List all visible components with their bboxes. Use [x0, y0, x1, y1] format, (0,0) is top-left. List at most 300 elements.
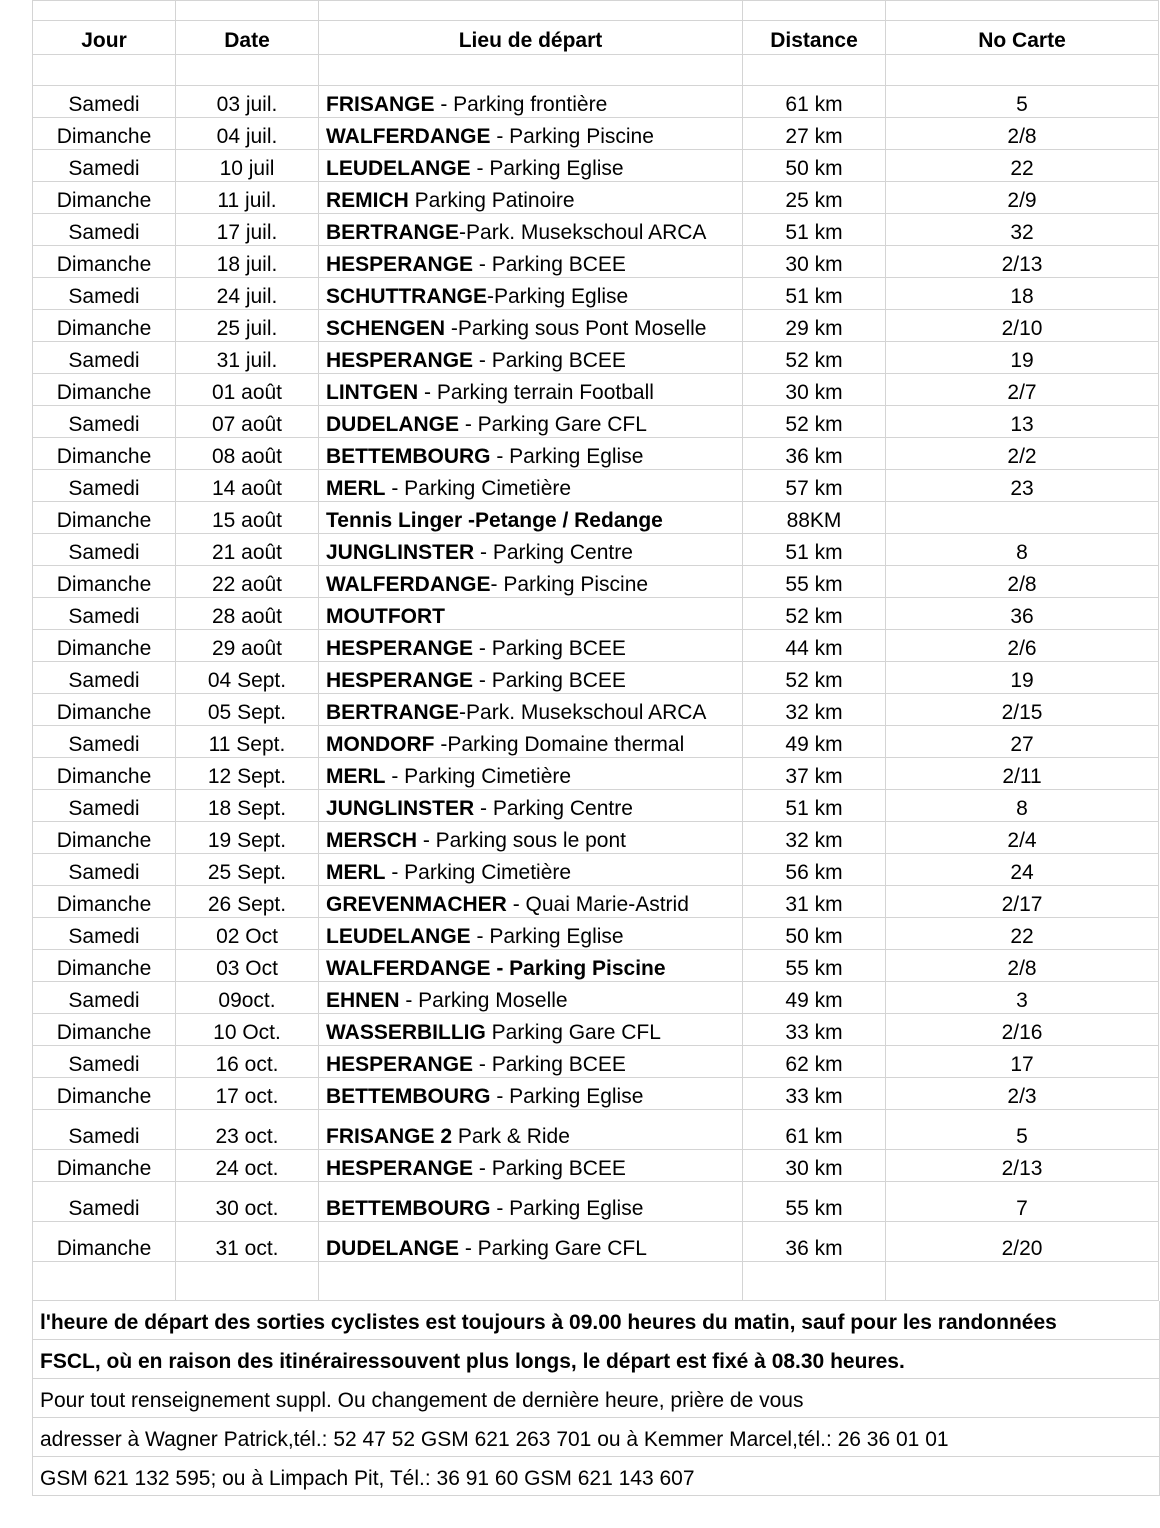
note-contact-2[interactable]: GSM 621 132 595; ou à Limpach Pit, Tél.: 36 91 60 GSM 621 143 607 [33, 1457, 1159, 1496]
table-row [33, 1078, 1159, 1110]
cell-no-carte[interactable]: 32 [886, 214, 1159, 246]
cell-date[interactable]: 22 août [176, 566, 319, 598]
lieu-detail: - Parking terrain Football [418, 381, 654, 404]
cell-jour[interactable]: Dimanche [33, 502, 176, 534]
table-row [33, 950, 1159, 982]
lieu-town: HESPERANGE [326, 637, 474, 660]
lieu-detail: -Parking Domaine thermal [434, 733, 685, 756]
cell-no-carte[interactable] [886, 502, 1159, 534]
cell-no-carte[interactable]: 19 [886, 342, 1159, 374]
cell-date[interactable]: 01 août [176, 374, 319, 406]
table-row [33, 726, 1159, 758]
cell-distance[interactable]: 32 km [743, 694, 886, 726]
cell-no-carte[interactable]: 2/9 [886, 182, 1159, 214]
cell-date[interactable]: 18 Sept. [176, 790, 319, 822]
table-row [33, 1110, 1159, 1150]
cell-date[interactable]: 25 Sept. [176, 854, 319, 886]
cell-lieu[interactable] [319, 1078, 743, 1110]
table-row [33, 598, 1159, 630]
cell-no-carte[interactable]: 2/8 [886, 950, 1159, 982]
cell-distance[interactable]: 50 km [743, 150, 886, 182]
lieu-town: MERL [326, 861, 386, 884]
top-spacer-row [33, 1, 1159, 21]
cell-lieu[interactable] [319, 598, 743, 630]
blank-row [33, 55, 1159, 86]
note-info[interactable]: Pour tout renseignement suppl. Ou changement de dernière heure, prière de vous [33, 1379, 1159, 1418]
cell-jour[interactable]: Dimanche [33, 566, 176, 598]
cell-distance[interactable]: 30 km [743, 374, 886, 406]
header-date[interactable]: Date [176, 21, 319, 55]
cell-jour[interactable]: Dimanche [33, 886, 176, 918]
cell-date[interactable]: 28 août [176, 598, 319, 630]
lieu-town: HESPERANGE [326, 1053, 474, 1076]
lieu-detail: - Parking BCEE [473, 1053, 626, 1076]
cell-jour[interactable]: Samedi [33, 1110, 176, 1150]
empty-cell[interactable] [176, 1, 319, 21]
cell-distance[interactable]: 30 km [743, 1150, 886, 1182]
lieu-detail: - Parking Cimetière [385, 861, 572, 884]
cell-lieu[interactable] [319, 982, 743, 1014]
cell-no-carte[interactable]: 2/8 [886, 566, 1159, 598]
cell-no-carte[interactable]: 5 [886, 86, 1159, 118]
cell-lieu[interactable] [319, 630, 743, 662]
lieu-detail: - Parking Piscine [490, 125, 654, 148]
table-row [33, 1014, 1159, 1046]
cell-lieu[interactable] [319, 1046, 743, 1078]
empty-cell[interactable] [33, 1262, 176, 1301]
cell-no-carte[interactable]: 2/11 [886, 758, 1159, 790]
cell-jour[interactable]: Dimanche [33, 118, 176, 150]
lieu-town: SCHUTTRANGE [326, 285, 487, 308]
cell-lieu[interactable] [319, 246, 743, 278]
table-row [33, 374, 1159, 406]
empty-cell[interactable] [319, 1, 743, 21]
cell-no-carte[interactable]: 2/3 [886, 1078, 1159, 1110]
cell-distance[interactable]: 57 km [743, 470, 886, 502]
empty-cell[interactable] [743, 55, 886, 86]
cell-distance[interactable]: 25 km [743, 182, 886, 214]
lieu-detail: - Parking Eglise [470, 925, 624, 948]
cell-jour[interactable]: Samedi [33, 214, 176, 246]
cell-date[interactable]: 10 juil [176, 150, 319, 182]
cell-jour[interactable]: Samedi [33, 598, 176, 630]
cell-no-carte[interactable]: 19 [886, 662, 1159, 694]
cell-lieu[interactable] [319, 566, 743, 598]
table-row [33, 278, 1159, 310]
table-row [33, 1222, 1159, 1262]
cell-jour[interactable]: Dimanche [33, 822, 176, 854]
cell-jour[interactable]: Dimanche [33, 758, 176, 790]
cell-date[interactable]: 24 juil. [176, 278, 319, 310]
cell-distance[interactable]: 56 km [743, 854, 886, 886]
lieu-detail: Parking Gare CFL [485, 1021, 661, 1044]
lieu-town: HESPERANGE [326, 253, 474, 276]
cell-jour[interactable]: Samedi [33, 1182, 176, 1222]
cell-jour[interactable]: Dimanche [33, 630, 176, 662]
lieu-detail: - Parking frontière [434, 93, 608, 116]
table-row [33, 182, 1159, 214]
cell-lieu[interactable] [319, 342, 743, 374]
cell-date[interactable]: 18 juil. [176, 246, 319, 278]
cell-no-carte[interactable]: 5 [886, 1110, 1159, 1150]
table-row [33, 470, 1159, 502]
lieu-town: MOUTFORT [326, 605, 445, 628]
cell-no-carte[interactable]: 2/17 [886, 886, 1159, 918]
cell-distance[interactable]: 27 km [743, 118, 886, 150]
cell-lieu[interactable] [319, 182, 743, 214]
lieu-town: MERL [326, 477, 386, 500]
cell-lieu[interactable] [319, 406, 743, 438]
cell-no-carte[interactable]: 22 [886, 918, 1159, 950]
cell-jour[interactable]: Samedi [33, 534, 176, 566]
cell-date[interactable]: 11 juil. [176, 182, 319, 214]
cell-no-carte[interactable]: 2/15 [886, 694, 1159, 726]
lieu-detail: Parking Patinoire [408, 189, 575, 212]
cell-distance[interactable]: 55 km [743, 1182, 886, 1222]
table-row [33, 1150, 1159, 1182]
lieu-detail: Park & Ride [452, 1125, 570, 1148]
lieu-town: HESPERANGE [326, 1157, 474, 1180]
cell-jour[interactable]: Samedi [33, 918, 176, 950]
empty-cell[interactable] [886, 1262, 1159, 1301]
cell-lieu[interactable] [319, 278, 743, 310]
cell-distance[interactable]: 52 km [743, 662, 886, 694]
cell-date[interactable]: 04 juil. [176, 118, 319, 150]
schedule-rows [33, 86, 1159, 1262]
cell-distance[interactable]: 55 km [743, 566, 886, 598]
lieu-town: BERTRANGE [326, 221, 460, 244]
cell-no-carte[interactable]: 2/2 [886, 438, 1159, 470]
lieu-town: DUDELANGE [326, 1237, 460, 1260]
table-row [33, 150, 1159, 182]
lieu-detail: -Park. Musekschoul ARCA [459, 701, 707, 724]
cell-jour[interactable]: Dimanche [33, 310, 176, 342]
cell-lieu[interactable] [319, 1150, 743, 1182]
cell-no-carte[interactable]: 8 [886, 790, 1159, 822]
cell-lieu[interactable] [319, 886, 743, 918]
table-row [33, 758, 1159, 790]
cell-date[interactable]: 19 Sept. [176, 822, 319, 854]
cell-jour[interactable]: Dimanche [33, 694, 176, 726]
lieu-detail: - Parking Centre [474, 541, 633, 564]
cell-jour[interactable]: Dimanche [33, 438, 176, 470]
cell-no-carte[interactable]: 24 [886, 854, 1159, 886]
cell-lieu[interactable] [319, 214, 743, 246]
empty-cell[interactable] [319, 1262, 743, 1301]
table-row [33, 214, 1159, 246]
cell-distance[interactable]: 49 km [743, 726, 886, 758]
cell-jour[interactable]: Samedi [33, 854, 176, 886]
cell-distance[interactable]: 50 km [743, 918, 886, 950]
cell-no-carte[interactable]: 2/16 [886, 1014, 1159, 1046]
table-row [33, 438, 1159, 470]
cell-jour[interactable]: Samedi [33, 790, 176, 822]
cell-jour[interactable]: Dimanche [33, 1150, 176, 1182]
cell-date[interactable]: 03 Oct [176, 950, 319, 982]
table-row [33, 694, 1159, 726]
cell-jour[interactable]: Dimanche [33, 1078, 176, 1110]
cell-jour[interactable]: Samedi [33, 982, 176, 1014]
table-row [33, 854, 1159, 886]
cell-distance[interactable]: 37 km [743, 758, 886, 790]
cell-date[interactable]: 10 Oct. [176, 1014, 319, 1046]
table-row [33, 342, 1159, 374]
cell-lieu[interactable] [319, 790, 743, 822]
table-row [33, 630, 1159, 662]
cell-no-carte[interactable]: 2/4 [886, 822, 1159, 854]
cell-lieu[interactable] [319, 758, 743, 790]
lieu-detail: -Parking sous Pont Moselle [445, 317, 707, 340]
cell-date[interactable]: 05 Sept. [176, 694, 319, 726]
cell-lieu[interactable] [319, 470, 743, 502]
cell-jour[interactable]: Samedi [33, 86, 176, 118]
cell-lieu[interactable] [319, 310, 743, 342]
cell-no-carte[interactable]: 27 [886, 726, 1159, 758]
cell-jour[interactable]: Dimanche [33, 1222, 176, 1262]
lieu-town: WALFERDANGE [326, 573, 491, 596]
cell-distance[interactable]: 52 km [743, 598, 886, 630]
lieu-town: LINTGEN [326, 381, 419, 404]
schedule-sheet [32, 0, 1158, 1496]
cell-distance[interactable]: 51 km [743, 790, 886, 822]
cell-distance[interactable]: 29 km [743, 310, 886, 342]
empty-cell[interactable] [886, 1, 1159, 21]
cell-date[interactable]: 21 août [176, 534, 319, 566]
header-row [33, 21, 1159, 55]
cell-lieu[interactable] [319, 86, 743, 118]
cell-distance[interactable]: 33 km [743, 1014, 886, 1046]
cell-lieu[interactable] [319, 118, 743, 150]
cell-distance[interactable]: 88KM [743, 502, 886, 534]
lieu-detail: - Parking sous le pont [417, 829, 626, 852]
lieu-town: WALFERDANGE [326, 125, 491, 148]
cell-jour[interactable]: Dimanche [33, 950, 176, 982]
empty-cell[interactable] [176, 55, 319, 86]
lieu-detail: - Parking BCEE [473, 1157, 626, 1180]
cell-lieu[interactable] [319, 438, 743, 470]
note-contact-1[interactable]: adresser à Wagner Patrick,tél.: 52 47 52 GSM 621 263 701 ou à Kemmer Marcel,tél.: 26 36 01 01 [33, 1418, 1159, 1457]
empty-cell[interactable] [33, 55, 176, 86]
cell-jour[interactable]: Samedi [33, 662, 176, 694]
empty-cell[interactable] [33, 1, 176, 21]
cell-no-carte[interactable]: 2/6 [886, 630, 1159, 662]
cell-distance[interactable]: 61 km [743, 86, 886, 118]
lieu-detail: - Parking Moselle [399, 989, 568, 1012]
cell-distance[interactable]: 51 km [743, 534, 886, 566]
schedule-table [32, 0, 1159, 1301]
cell-distance[interactable]: 62 km [743, 1046, 886, 1078]
table-row [33, 246, 1159, 278]
header-distance[interactable]: Distance [743, 21, 886, 55]
cell-lieu[interactable] [319, 726, 743, 758]
cell-no-carte[interactable]: 13 [886, 406, 1159, 438]
cell-date[interactable]: 14 août [176, 470, 319, 502]
cell-distance[interactable]: 30 km [743, 246, 886, 278]
cell-date[interactable]: 03 juil. [176, 86, 319, 118]
lieu-town: LEUDELANGE [326, 925, 471, 948]
cell-jour[interactable]: Samedi [33, 278, 176, 310]
cell-no-carte[interactable]: 2/8 [886, 118, 1159, 150]
cell-distance[interactable]: 32 km [743, 822, 886, 854]
cell-lieu[interactable] [319, 374, 743, 406]
cell-date[interactable]: 15 août [176, 502, 319, 534]
cell-lieu[interactable] [319, 1182, 743, 1222]
cell-no-carte[interactable]: 23 [886, 470, 1159, 502]
cell-date[interactable]: 09oct. [176, 982, 319, 1014]
cell-date[interactable]: 24 oct. [176, 1150, 319, 1182]
cell-jour[interactable]: Dimanche [33, 374, 176, 406]
cell-no-carte[interactable]: 2/13 [886, 246, 1159, 278]
cell-no-carte[interactable]: 3 [886, 982, 1159, 1014]
cell-no-carte[interactable]: 2/7 [886, 374, 1159, 406]
cell-distance[interactable]: 51 km [743, 278, 886, 310]
cell-distance[interactable]: 52 km [743, 342, 886, 374]
table-row [33, 534, 1159, 566]
cell-date[interactable]: 08 août [176, 438, 319, 470]
cell-jour[interactable]: Samedi [33, 1046, 176, 1078]
cell-date[interactable]: 04 Sept. [176, 662, 319, 694]
note-departure-time[interactable]: l'heure de départ des sorties cyclistes est toujours à 09.00 heures du matin, sauf pour les randonnées [33, 1301, 1159, 1340]
cell-jour[interactable]: Dimanche [33, 1014, 176, 1046]
cell-date[interactable]: 29 août [176, 630, 319, 662]
table-row [33, 1046, 1159, 1078]
cell-lieu[interactable] [319, 502, 743, 534]
lieu-town: JUNGLINSTER [326, 797, 475, 820]
cell-lieu[interactable] [319, 662, 743, 694]
lieu-town: WASSERBILLIG [326, 1021, 486, 1044]
table-row [33, 790, 1159, 822]
cell-lieu[interactable] [319, 150, 743, 182]
lieu-town: LEUDELANGE [326, 157, 471, 180]
table-row [33, 662, 1159, 694]
lieu-detail: - Quai Marie-Astrid [506, 893, 689, 916]
lieu-town: HESPERANGE [326, 349, 474, 372]
cell-date[interactable]: 30 oct. [176, 1182, 319, 1222]
lieu-town: REMICH [326, 189, 409, 212]
cell-no-carte[interactable]: 36 [886, 598, 1159, 630]
table-row [33, 118, 1159, 150]
lieu-detail: - Parking Cimetière [385, 765, 572, 788]
table-row [33, 566, 1159, 598]
cell-distance[interactable]: 33 km [743, 1078, 886, 1110]
empty-cell[interactable] [743, 1262, 886, 1301]
cell-lieu[interactable] [319, 1014, 743, 1046]
cell-date[interactable]: 31 juil. [176, 342, 319, 374]
lieu-town: Tennis Linger -Petange / Redange [326, 509, 663, 532]
cell-no-carte[interactable]: 2/10 [886, 310, 1159, 342]
cell-jour[interactable]: Samedi [33, 470, 176, 502]
cell-jour[interactable]: Dimanche [33, 246, 176, 278]
cell-lieu[interactable] [319, 854, 743, 886]
cell-no-carte[interactable]: 22 [886, 150, 1159, 182]
cell-date[interactable]: 07 août [176, 406, 319, 438]
cell-jour[interactable]: Samedi [33, 406, 176, 438]
cell-jour[interactable]: Samedi [33, 150, 176, 182]
lieu-detail: - Parking BCEE [473, 253, 626, 276]
lieu-town: GREVENMACHER [326, 893, 507, 916]
empty-cell[interactable] [176, 1262, 319, 1301]
lieu-town: BETTEMBOURG [326, 1085, 491, 1108]
cell-date[interactable]: 02 Oct [176, 918, 319, 950]
cell-jour[interactable]: Samedi [33, 342, 176, 374]
cell-distance[interactable]: 51 km [743, 214, 886, 246]
cell-date[interactable]: 11 Sept. [176, 726, 319, 758]
cell-no-carte[interactable]: 18 [886, 278, 1159, 310]
cell-distance[interactable]: 61 km [743, 1110, 886, 1150]
empty-cell[interactable] [886, 55, 1159, 86]
cell-lieu[interactable] [319, 694, 743, 726]
table-row [33, 502, 1159, 534]
lieu-town: BETTEMBOURG [326, 1197, 491, 1220]
table-row [33, 918, 1159, 950]
cell-lieu[interactable] [319, 918, 743, 950]
cell-distance[interactable]: 44 km [743, 630, 886, 662]
lieu-town: JUNGLINSTER [326, 541, 475, 564]
cell-lieu[interactable] [319, 534, 743, 566]
lieu-detail: -Park. Musekschoul ARCA [459, 221, 707, 244]
header-no-carte[interactable]: No Carte [886, 21, 1159, 55]
lieu-detail: - Parking BCEE [473, 349, 626, 372]
cell-no-carte[interactable]: 17 [886, 1046, 1159, 1078]
lieu-detail: - Parking Centre [474, 797, 633, 820]
cell-lieu[interactable] [319, 1222, 743, 1262]
table-row [33, 310, 1159, 342]
cell-distance[interactable]: 31 km [743, 886, 886, 918]
cell-date[interactable]: 25 juil. [176, 310, 319, 342]
cell-lieu[interactable] [319, 822, 743, 854]
lieu-town: MERL [326, 765, 386, 788]
table-row [33, 982, 1159, 1014]
cell-date[interactable]: 26 Sept. [176, 886, 319, 918]
note-fscl[interactable]: FSCL, où en raison des itinérairessouvent plus longs, le départ est fixé à 08.30 heures. [33, 1340, 1159, 1379]
lieu-detail: - Parking Eglise [490, 1197, 644, 1220]
cell-date[interactable]: 23 oct. [176, 1110, 319, 1150]
cell-distance[interactable]: 36 km [743, 1222, 886, 1262]
lieu-town: BETTEMBOURG [326, 445, 491, 468]
lieu-detail: - Parking Eglise [470, 157, 624, 180]
cell-date[interactable]: 12 Sept. [176, 758, 319, 790]
lieu-town: MONDORF [326, 733, 435, 756]
lieu-detail: - Parking BCEE [473, 669, 626, 692]
cell-distance[interactable]: 52 km [743, 406, 886, 438]
cell-distance[interactable]: 49 km [743, 982, 886, 1014]
empty-cell[interactable] [743, 1, 886, 21]
cell-no-carte[interactable]: 2/13 [886, 1150, 1159, 1182]
header-lieu[interactable]: Lieu de départ [319, 21, 743, 55]
cell-no-carte[interactable]: 7 [886, 1182, 1159, 1222]
cell-no-carte[interactable]: 8 [886, 534, 1159, 566]
lieu-town: HESPERANGE [326, 669, 474, 692]
cell-date[interactable]: 31 oct. [176, 1222, 319, 1262]
cell-distance[interactable]: 55 km [743, 950, 886, 982]
cell-date[interactable]: 16 oct. [176, 1046, 319, 1078]
lieu-town: MERSCH [326, 829, 418, 852]
cell-no-carte[interactable]: 2/20 [886, 1222, 1159, 1262]
cell-jour[interactable]: Dimanche [33, 182, 176, 214]
header-jour[interactable]: Jour [33, 21, 176, 55]
lieu-detail: -Parking Eglise [487, 285, 629, 308]
lieu-detail: - Parking Gare CFL [459, 1237, 647, 1260]
cell-lieu[interactable] [319, 950, 743, 982]
cell-distance[interactable]: 36 km [743, 438, 886, 470]
cell-date[interactable]: 17 oct. [176, 1078, 319, 1110]
cell-jour[interactable]: Samedi [33, 726, 176, 758]
cell-lieu[interactable] [319, 1110, 743, 1150]
notes-block [32, 1301, 1160, 1496]
lieu-town: BERTRANGE [326, 701, 460, 724]
empty-cell[interactable] [319, 55, 743, 86]
cell-date[interactable]: 17 juil. [176, 214, 319, 246]
